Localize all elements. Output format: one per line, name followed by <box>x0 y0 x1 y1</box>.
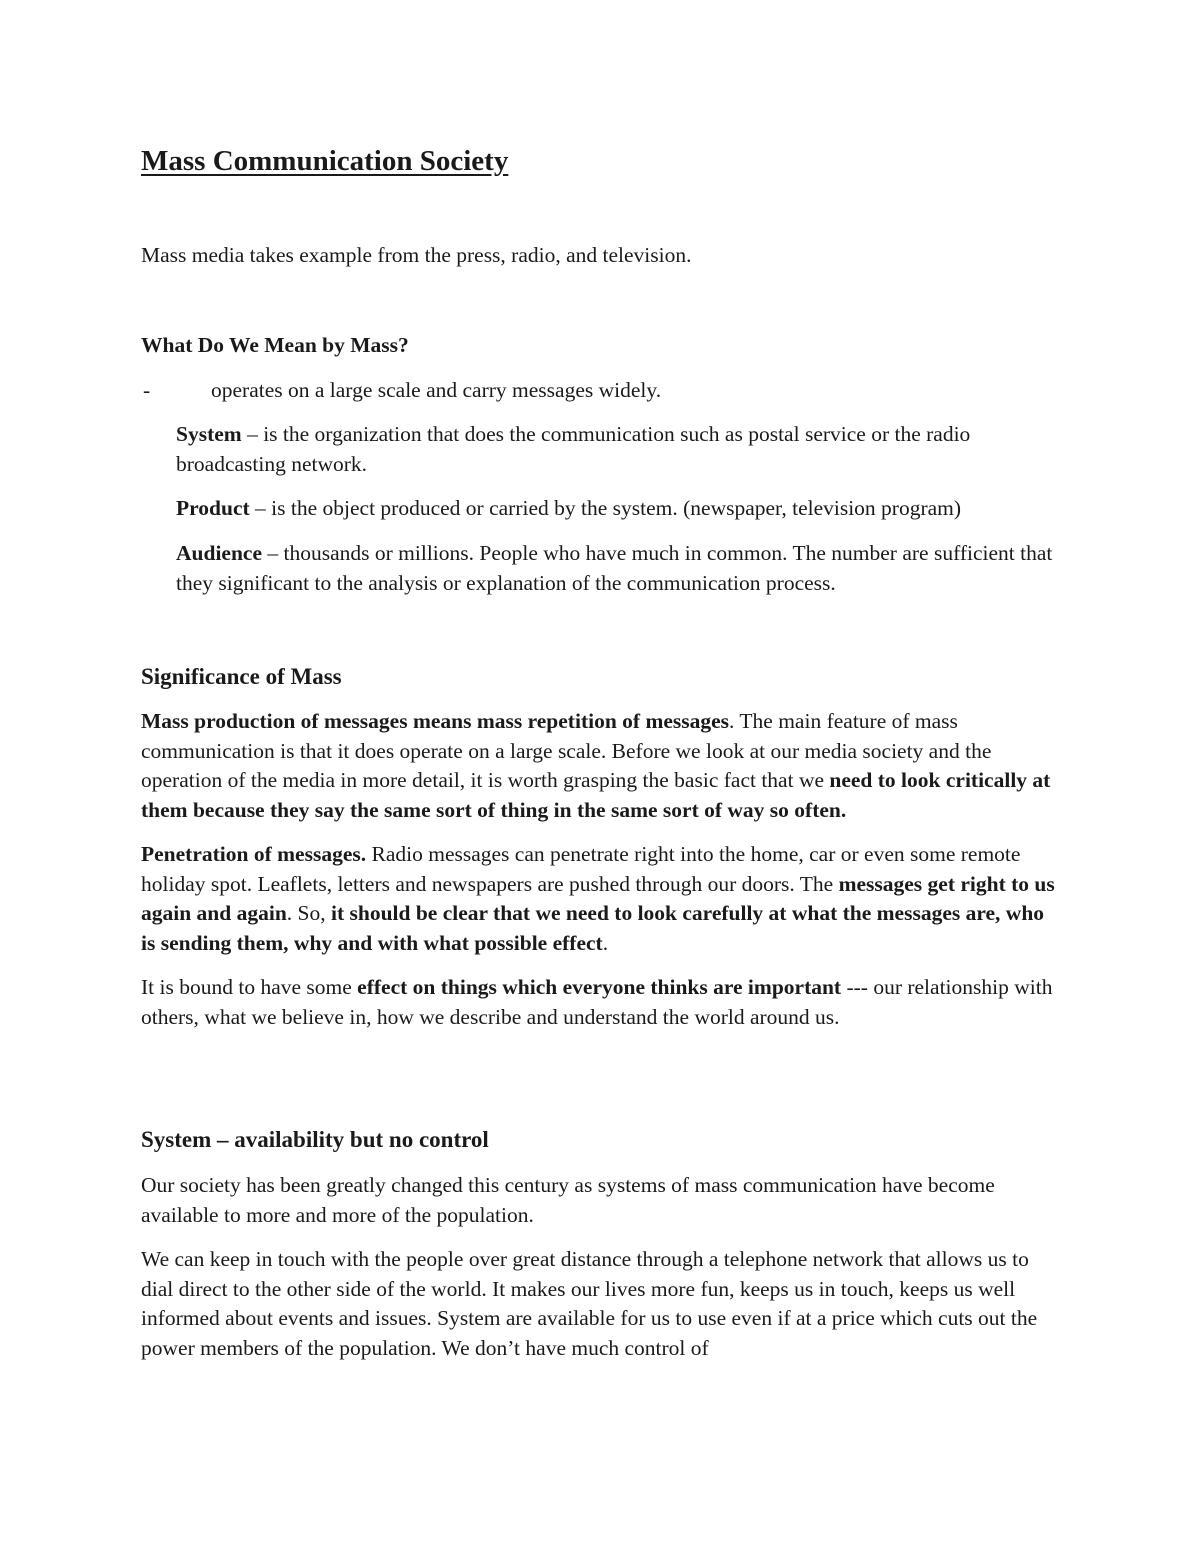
term-audience: Audience <box>176 541 262 565</box>
intro-paragraph: Mass media takes example from the press, radio, and television. <box>141 243 692 267</box>
term-product: Product <box>176 496 250 520</box>
bullet-marker: - <box>143 378 151 402</box>
bold-run: effect on things which everyone thinks are important <box>357 975 842 999</box>
section-heading-significance: Significance of Mass <box>141 664 342 689</box>
text-run: . So, <box>286 901 331 925</box>
text-run: . <box>602 930 609 955</box>
significance-paragraph-3 <box>141 973 1061 1032</box>
bold-run: messages get right to us again and again <box>141 871 1055 925</box>
significance-paragraph-1 <box>141 707 1061 825</box>
section-heading-system: System – availability but no control <box>141 1127 489 1152</box>
system-paragraph-2: We can keep in touch with the people over great distance through a telephone network that allows us to dial direct to the other side of the world. It makes our lives more fun, keeps us in touch, keeps us well informed about events and issues. System are available for us to use even if at a price which cuts out the power members of the population. We don’t have much control of <box>141 1247 1038 1360</box>
bullet-item: operates on a large scale and carry messages widely. <box>211 378 662 402</box>
definition-audience <box>176 539 1061 598</box>
text-run: --- our relationship with others, what we believe in, how we describe and understand the world around us. <box>141 975 1053 1029</box>
section-heading-what-mass: What Do We Mean by Mass? <box>141 333 409 357</box>
definition-product <box>176 494 1061 524</box>
significance-paragraph-2 <box>141 840 1061 958</box>
term-system: System <box>176 422 242 446</box>
bold-run: need to look critically at them because they say the same sort of thing in the same sort of way so often. <box>141 768 1051 822</box>
page-title: Mass Communication Society <box>141 145 509 177</box>
bold-run: Mass production of messages means mass repetition of messages <box>141 709 730 733</box>
definition-system-text: – is the organization that does the communication such as postal service or the radio broadcasting network. <box>176 422 971 476</box>
definition-audience-text: – thousands or millions. People who have much in common. The number are sufficient that they significant to the analysis or explanation of the communication process. <box>176 541 1053 595</box>
system-paragraph-1: Our society has been greatly changed this century as systems of mass communication have become available to more and more of the population. <box>141 1173 995 1227</box>
text-run: . The main feature of mass communication is that it does operate on a large scale. Before we look at our media society and the operation of the media in more detail, it is worth grasping the basic fact that we <box>141 709 992 792</box>
definition-product-text: – is the object produced or carried by the system. (newspaper, television program) <box>249 496 962 520</box>
definition-system <box>176 420 1061 479</box>
bold-run: it should be clear that we need to look carefully at what the messages are, who is sending them, why and with what possible effect <box>141 901 1045 955</box>
bold-run: Penetration of messages. <box>141 842 367 866</box>
text-run: Radio messages can penetrate right into the home, car or even some remote holiday spot. Leaflets, letters and newspapers are pushed through our doors. The <box>141 842 1021 896</box>
text-run: It is bound to have some <box>141 975 358 999</box>
